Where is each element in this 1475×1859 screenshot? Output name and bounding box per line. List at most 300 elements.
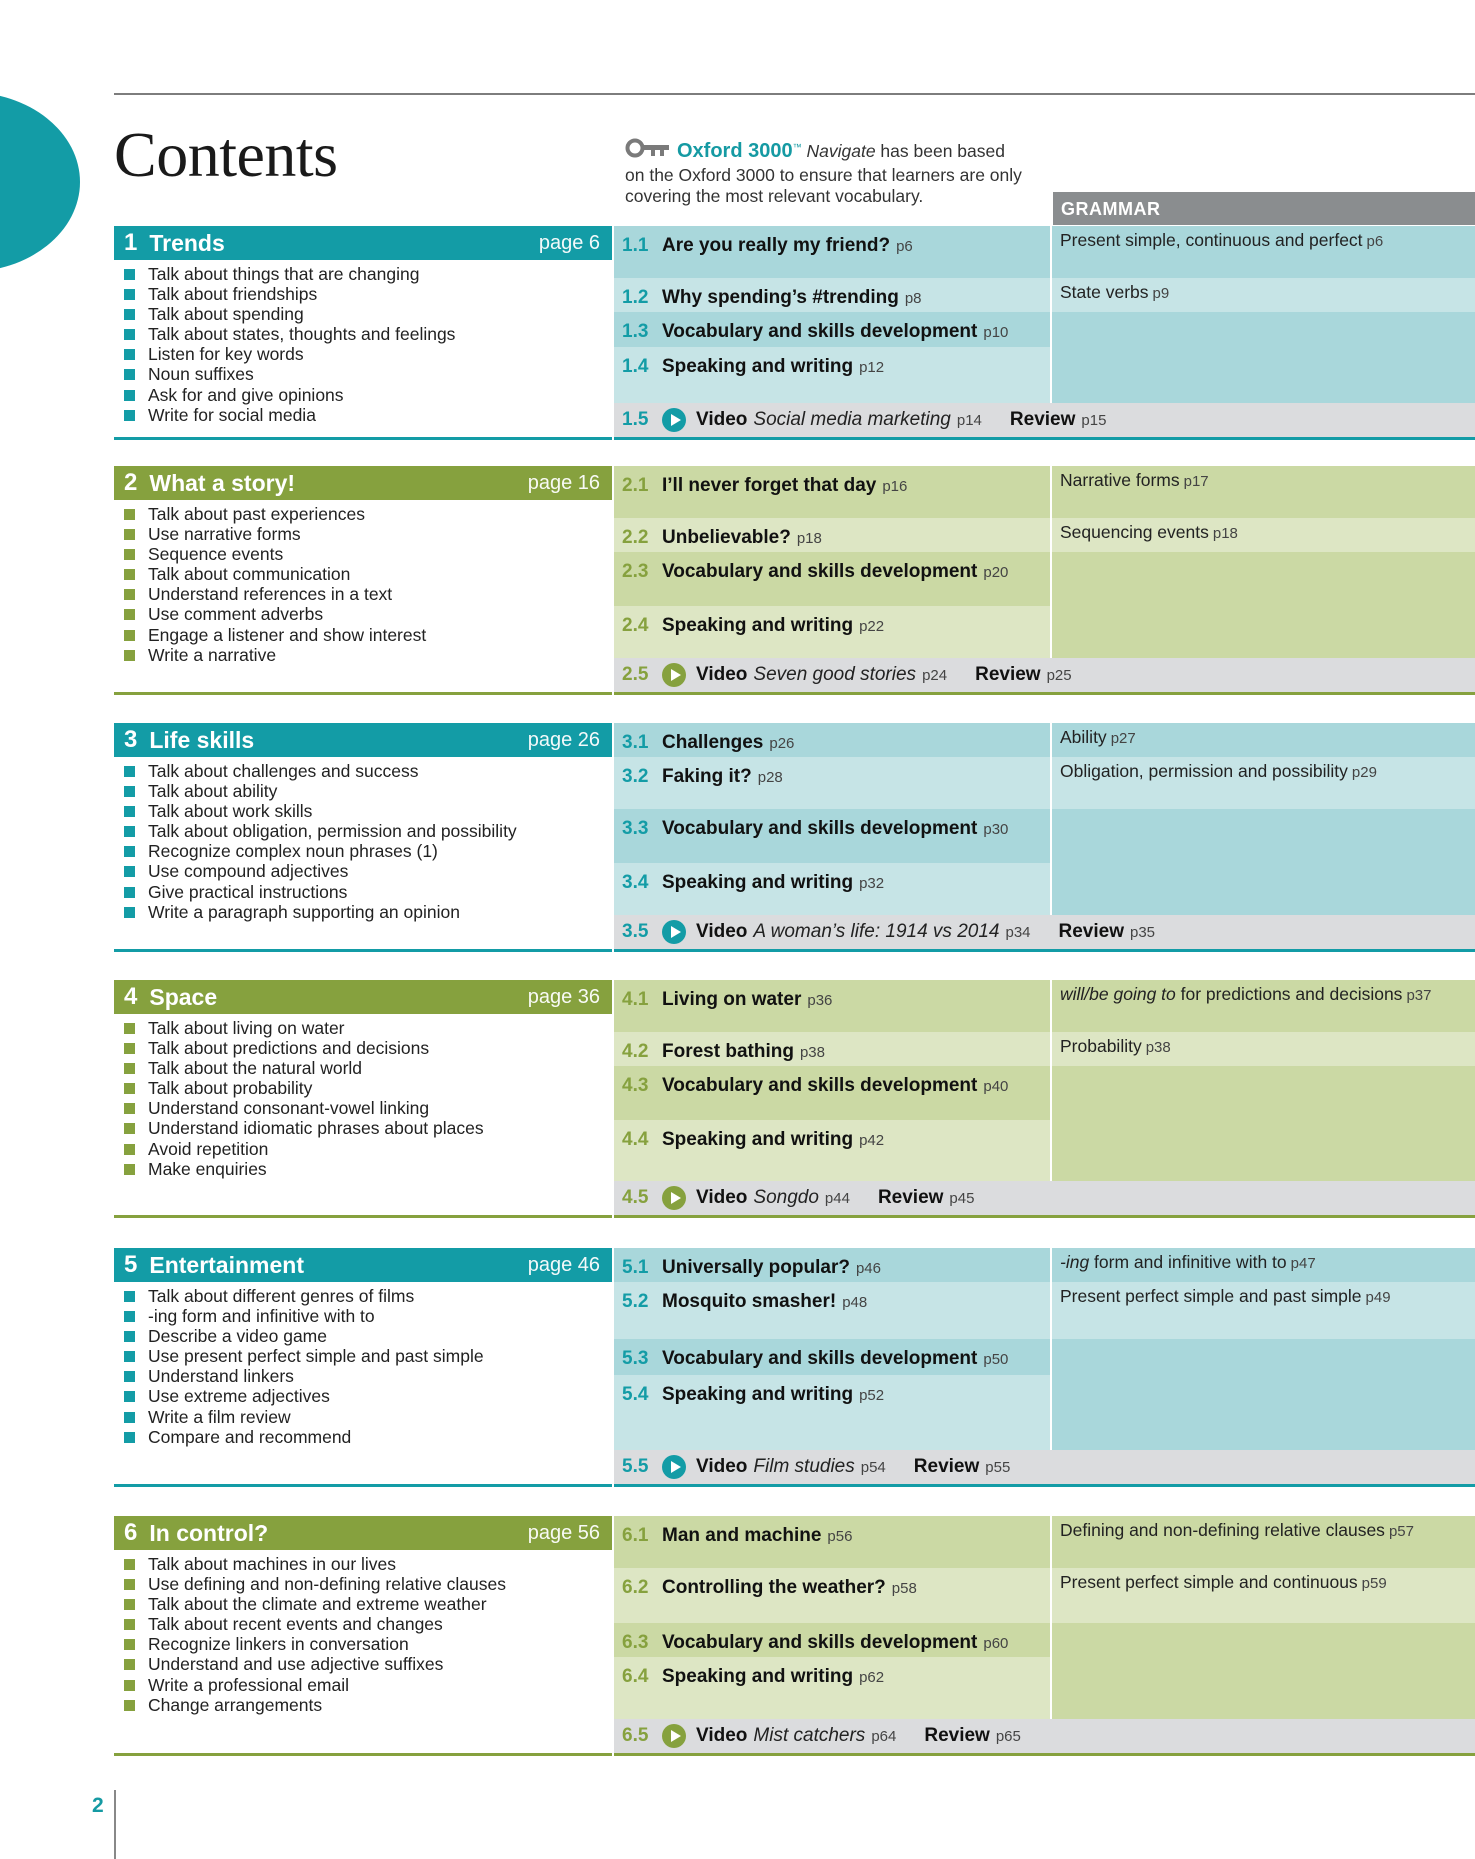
- lesson-page: p8: [904, 290, 922, 307]
- grammar-empty-cell: [1052, 1623, 1475, 1719]
- aim-text: Talk about work skills: [148, 801, 313, 822]
- aim-item: [124, 1058, 612, 1078]
- grammar-text: Present perfect simple and continuous: [1060, 1572, 1358, 1592]
- lesson-row[interactable]: [614, 980, 1050, 1032]
- aim-text: Use compound adjectives: [148, 861, 349, 882]
- lesson-title: Are you really my friend?: [662, 235, 891, 256]
- aim-item: [124, 801, 612, 821]
- aim-item: [124, 1286, 612, 1306]
- aim-text: Understand idiomatic phrases about places: [148, 1118, 484, 1139]
- lesson-page: p62: [859, 1669, 885, 1686]
- lesson-page: p28: [757, 769, 783, 786]
- lesson-number: 4.2: [622, 1041, 649, 1062]
- bullet-square-icon: [124, 1659, 135, 1670]
- lesson-number: 4.1: [622, 989, 649, 1010]
- bullet-square-icon: [124, 1311, 135, 1322]
- lesson-row[interactable]: [614, 1623, 1050, 1657]
- lesson-title: Vocabulary and skills development: [662, 1348, 978, 1369]
- lesson-title: Vocabulary and skills development: [662, 561, 978, 582]
- aim-item: [124, 645, 612, 665]
- grammar-text: Sequencing events: [1060, 522, 1209, 542]
- bullet-square-icon: [124, 1680, 135, 1691]
- grammar-italic: -ing: [1060, 1252, 1090, 1272]
- lesson-page: p56: [827, 1528, 853, 1545]
- aim-item: [124, 284, 612, 304]
- bullet-square-icon: [124, 887, 135, 898]
- grammar-entry: [1052, 1032, 1475, 1066]
- video-review-row[interactable]: [614, 658, 1475, 695]
- grammar-page: p47: [1290, 1255, 1316, 1272]
- video-page: p54: [860, 1458, 886, 1476]
- aim-item: [124, 1554, 612, 1574]
- unit-number: 5: [124, 1251, 138, 1278]
- lesson-page: p50: [983, 1351, 1009, 1368]
- video-title: Seven good stories: [753, 664, 917, 685]
- aim-item: [124, 304, 612, 324]
- video-lesson-number: 6.5: [622, 1725, 649, 1746]
- lesson-row[interactable]: [614, 552, 1050, 606]
- bullet-square-icon: [124, 569, 135, 580]
- play-icon[interactable]: [662, 1186, 686, 1210]
- aims-list: [124, 1286, 612, 1447]
- aim-text: Understand linkers: [148, 1366, 294, 1387]
- unit-aims-column: [114, 723, 612, 952]
- play-icon[interactable]: [662, 408, 686, 432]
- lesson-row[interactable]: [614, 466, 1050, 518]
- aim-text: Sequence events: [148, 544, 284, 565]
- bullet-square-icon: [124, 1639, 135, 1650]
- unit-block: [114, 723, 1475, 952]
- unit-aims-column: [114, 466, 612, 695]
- aim-item: [124, 1326, 612, 1346]
- aim-text: Talk about states, thoughts and feelings: [148, 324, 456, 345]
- aim-item: [124, 1306, 612, 1326]
- review-label[interactable]: Review: [1058, 921, 1124, 942]
- unit-page: page 6: [538, 231, 600, 254]
- unit-aims-column: [114, 980, 612, 1218]
- aim-text: Talk about past experiences: [148, 504, 365, 524]
- unit-number: 4: [124, 983, 138, 1010]
- key-icon: [625, 138, 671, 165]
- aim-item: [124, 1634, 612, 1654]
- video-review-row[interactable]: [614, 1450, 1475, 1487]
- aims-list: [124, 761, 612, 922]
- aim-item: [124, 1118, 612, 1138]
- review-label[interactable]: Review: [913, 1456, 980, 1477]
- bullet-square-icon: [124, 390, 135, 401]
- grammar-text: Present simple, continuous and perfect: [1060, 230, 1363, 250]
- aim-item: [124, 504, 612, 524]
- aim-item: [124, 604, 612, 624]
- lesson-title: Faking it?: [662, 766, 752, 787]
- aim-text: Talk about different genres of films: [148, 1286, 415, 1306]
- aim-text: Make enquiries: [148, 1158, 267, 1179]
- video-label: Video: [696, 664, 748, 685]
- video-label: Video: [696, 1187, 748, 1208]
- lesson-page: p42: [859, 1132, 885, 1149]
- bullet-square-icon: [124, 846, 135, 857]
- lesson-title: I’ll never forget that day: [662, 475, 877, 496]
- aim-text: Talk about challenges and success: [148, 761, 419, 781]
- aim-item: [124, 524, 612, 544]
- lesson-page: p6: [896, 238, 913, 255]
- video-page: p64: [871, 1727, 897, 1745]
- bullet-square-icon: [124, 650, 135, 661]
- video-title: Songdo: [753, 1187, 819, 1208]
- grammar-column: [1052, 1516, 1475, 1719]
- aim-text: Avoid repetition: [148, 1138, 269, 1159]
- bullet-square-icon: [124, 1579, 135, 1590]
- lesson-row[interactable]: [614, 723, 1050, 757]
- lesson-title: Vocabulary and skills development: [662, 818, 978, 839]
- unit-page: page 26: [527, 728, 600, 751]
- lesson-page: p48: [842, 1294, 868, 1311]
- aim-text: Talk about probability: [148, 1078, 313, 1099]
- aim-item: [124, 781, 612, 801]
- lesson-number: 5.2: [622, 1291, 649, 1312]
- grammar-entry: [1052, 1282, 1475, 1339]
- lesson-page: p16: [882, 478, 908, 495]
- lesson-row[interactable]: [614, 1568, 1050, 1623]
- oxford-line1: has been based: [875, 140, 1005, 161]
- aim-text: Use comment adverbs: [148, 604, 324, 625]
- lesson-page: p46: [855, 1260, 881, 1277]
- video-page: p24: [922, 666, 948, 684]
- lesson-row[interactable]: [614, 312, 1050, 347]
- lesson-title: Speaking and writing: [662, 615, 854, 636]
- lesson-page: p38: [799, 1044, 825, 1061]
- grammar-entry: [1052, 1568, 1475, 1623]
- aim-item: [124, 1346, 612, 1366]
- grammar-page: p37: [1406, 987, 1432, 1004]
- bullet-square-icon: [124, 826, 135, 837]
- aim-text: Write for social media: [148, 404, 316, 425]
- trademark: ™: [792, 142, 802, 152]
- lesson-row[interactable]: [614, 1282, 1050, 1339]
- lessons-column: [614, 1248, 1050, 1450]
- grammar-page: p6: [1366, 233, 1384, 250]
- aim-text: Write a paragraph supporting an opinion: [148, 901, 460, 922]
- lesson-row[interactable]: [614, 1120, 1050, 1180]
- aim-text: Use narrative forms: [148, 524, 301, 545]
- page-title: Contents: [114, 119, 338, 190]
- review-page: p55: [985, 1458, 1011, 1476]
- grammar-page: p29: [1351, 764, 1377, 781]
- play-icon[interactable]: [662, 663, 686, 687]
- lesson-page: p10: [983, 324, 1009, 341]
- grammar-empty-cell: [1052, 809, 1475, 915]
- bullet-square-icon: [124, 609, 135, 620]
- lessons-column: [614, 466, 1050, 658]
- unit-page: page 36: [527, 985, 600, 1008]
- aim-text: Ask for and give opinions: [148, 384, 344, 405]
- grammar-column: [1052, 980, 1475, 1181]
- grammar-page: p59: [1361, 1575, 1387, 1592]
- grammar-empty-cell: [1052, 312, 1475, 403]
- teal-corner-shape: [0, 92, 80, 272]
- video-review-row[interactable]: [614, 915, 1475, 952]
- lesson-number: 2.4: [622, 615, 649, 636]
- aim-text: Give practical instructions: [148, 881, 348, 902]
- bullet-square-icon: [124, 289, 135, 300]
- aim-item: [124, 1574, 612, 1594]
- lesson-row[interactable]: [614, 809, 1050, 863]
- bullet-square-icon: [124, 1412, 135, 1423]
- lesson-row[interactable]: [614, 1516, 1050, 1568]
- aim-item: [124, 1386, 612, 1406]
- unit-aims-column: [114, 1516, 612, 1756]
- lesson-title: Forest bathing: [662, 1041, 794, 1062]
- grammar-entry: [1052, 278, 1475, 312]
- grammar-text: Present perfect simple and past simple: [1060, 1286, 1362, 1306]
- aim-text: Listen for key words: [148, 344, 304, 365]
- aims-list: [124, 264, 612, 425]
- play-icon[interactable]: [662, 920, 686, 944]
- aim-text: Write a professional email: [148, 1674, 350, 1695]
- unit-page: page 16: [527, 471, 600, 494]
- lesson-number: 3.3: [622, 818, 649, 839]
- aim-text: Describe a video game: [148, 1326, 327, 1347]
- aim-item: [124, 1078, 612, 1098]
- grammar-entry: [1052, 226, 1475, 278]
- aims-list: [124, 1554, 612, 1715]
- aim-text: Talk about communication: [148, 564, 351, 585]
- aim-item: [124, 902, 612, 922]
- video-lesson-number: 3.5: [622, 921, 649, 942]
- aim-text: Talk about the natural world: [148, 1058, 363, 1079]
- lesson-number: 5.4: [622, 1384, 649, 1405]
- grammar-entry: [1052, 1248, 1475, 1282]
- aim-text: Talk about obligation, permission and possibility: [148, 821, 517, 842]
- grammar-text: form and infinitive with to: [1089, 1252, 1287, 1272]
- review-label[interactable]: Review: [1009, 409, 1076, 430]
- aim-text: Understand consonant-vowel linking: [148, 1098, 430, 1119]
- lesson-number: 5.1: [622, 1257, 649, 1278]
- review-page: p25: [1046, 666, 1072, 684]
- lesson-number: 1.3: [622, 321, 649, 342]
- unit-aims-column: [114, 1248, 612, 1487]
- aim-item: [124, 1018, 612, 1038]
- grammar-text: Obligation, permission and possibility: [1060, 761, 1348, 781]
- aim-text: Recognize linkers in conversation: [148, 1634, 409, 1655]
- lesson-row[interactable]: [614, 518, 1050, 552]
- unit-header: [114, 226, 612, 260]
- unit-number: 1: [124, 229, 138, 256]
- bullet-square-icon: [124, 907, 135, 918]
- grammar-entry: [1052, 466, 1475, 518]
- lesson-number: 4.4: [622, 1129, 649, 1150]
- lesson-page: p52: [859, 1387, 885, 1404]
- aim-text: Talk about things that are changing: [148, 264, 420, 284]
- aim-item: [124, 564, 612, 584]
- bullet-square-icon: [124, 349, 135, 360]
- unit-aims-column: [114, 226, 612, 440]
- play-icon[interactable]: [662, 1455, 686, 1479]
- lesson-number: 1.1: [622, 235, 649, 256]
- lessons-column: [614, 1516, 1050, 1719]
- unit-block: [114, 1248, 1475, 1487]
- video-page: p34: [1005, 923, 1031, 941]
- grammar-column: [1052, 466, 1475, 658]
- bullet-square-icon: [124, 766, 135, 777]
- aim-item: [124, 584, 612, 604]
- lesson-number: 6.1: [622, 1525, 649, 1546]
- video-lesson-number: 1.5: [622, 409, 649, 430]
- aim-text: Change arrangements: [148, 1694, 323, 1715]
- aim-item: [124, 1139, 612, 1159]
- video-lesson-number: 2.5: [622, 664, 649, 685]
- grammar-entry: [1052, 757, 1475, 809]
- bullet-square-icon: [124, 269, 135, 280]
- video-review-row[interactable]: [614, 1719, 1475, 1756]
- bullet-square-icon: [124, 1123, 135, 1134]
- lesson-title: Man and machine: [662, 1525, 822, 1546]
- grammar-text: Probability: [1060, 1036, 1142, 1056]
- video-title: Social media marketing: [753, 409, 951, 430]
- review-label[interactable]: Review: [924, 1725, 990, 1746]
- aim-text: Noun suffixes: [148, 364, 254, 385]
- aim-text: Use defining and non-defining relative clauses: [148, 1574, 507, 1595]
- aim-text: Talk about predictions and decisions: [148, 1038, 430, 1059]
- review-label[interactable]: Review: [975, 664, 1041, 685]
- aim-item: [124, 841, 612, 861]
- unit-page: page 56: [527, 1521, 600, 1544]
- lesson-title: Vocabulary and skills development: [662, 1075, 978, 1096]
- grammar-empty-cell: [1052, 552, 1475, 658]
- oxford-brand: Oxford 3000: [677, 139, 793, 162]
- aim-item: [124, 1366, 612, 1386]
- grammar-header: GRAMMAR: [1053, 192, 1475, 225]
- bullet-square-icon: [124, 529, 135, 540]
- lesson-title: Controlling the weather?: [662, 1577, 886, 1598]
- bullet-square-icon: [124, 410, 135, 421]
- grammar-page: p27: [1110, 730, 1136, 747]
- oxford-line2: on the Oxford 3000 to ensure that learners are only: [625, 164, 1022, 185]
- video-label: Video: [696, 1456, 748, 1477]
- bullet-square-icon: [124, 1023, 135, 1034]
- aim-text: Talk about machines in our lives: [148, 1554, 397, 1574]
- lesson-number: 2.2: [622, 527, 649, 548]
- unit-header: [114, 466, 612, 500]
- unit-header: [114, 723, 612, 757]
- aim-item: [124, 1654, 612, 1674]
- lesson-row[interactable]: [614, 757, 1050, 809]
- bullet-square-icon: [124, 1331, 135, 1342]
- unit-page: page 46: [527, 1253, 600, 1276]
- aim-item: [124, 1614, 612, 1634]
- aim-text: Write a narrative: [148, 644, 277, 665]
- bullet-square-icon: [124, 1391, 135, 1402]
- video-page: p44: [824, 1189, 850, 1207]
- aim-text: Use extreme adjectives: [148, 1386, 330, 1407]
- lesson-row[interactable]: [614, 1032, 1050, 1066]
- grammar-page: p49: [1365, 1289, 1391, 1306]
- bullet-square-icon: [124, 1043, 135, 1054]
- aim-item: [124, 821, 612, 841]
- aim-item: [124, 1594, 612, 1614]
- aim-text: Talk about spending: [148, 304, 304, 325]
- lesson-number: 1.2: [622, 287, 649, 308]
- page-number: 2: [92, 1794, 104, 1817]
- lesson-page: p58: [891, 1580, 917, 1597]
- lesson-page: p60: [983, 1635, 1009, 1652]
- lesson-title: Mosquito smasher!: [662, 1291, 837, 1312]
- video-title: A woman’s life: 1914 vs 2014: [753, 921, 1000, 942]
- aim-text: -ing form and infinitive with to: [148, 1306, 375, 1327]
- aim-item: [124, 861, 612, 881]
- review-page: p45: [949, 1189, 975, 1207]
- bullet-square-icon: [124, 509, 135, 520]
- aim-item: [124, 1407, 612, 1427]
- lesson-row[interactable]: [614, 1248, 1050, 1282]
- lesson-number: 2.1: [622, 475, 649, 496]
- lesson-number: 6.3: [622, 1632, 649, 1653]
- aim-item: [124, 385, 612, 405]
- video-review-row[interactable]: [614, 403, 1475, 440]
- lesson-page: p18: [796, 530, 822, 547]
- grammar-empty-cell: [1052, 1339, 1475, 1450]
- unit-block: [114, 466, 1475, 695]
- grammar-text: State verbs: [1060, 282, 1149, 302]
- bullet-square-icon: [124, 1371, 135, 1382]
- lesson-row[interactable]: [614, 1339, 1050, 1375]
- lesson-number: 6.4: [622, 1666, 649, 1687]
- aim-item: [124, 405, 612, 425]
- review-page: p15: [1081, 411, 1107, 429]
- lesson-number: 4.3: [622, 1075, 649, 1096]
- aims-list: [124, 504, 612, 665]
- bullet-square-icon: [124, 1432, 135, 1443]
- video-lesson-number: 4.5: [622, 1187, 649, 1208]
- lesson-row[interactable]: [614, 1657, 1050, 1709]
- lesson-row[interactable]: [614, 1066, 1050, 1120]
- lesson-row[interactable]: [614, 606, 1050, 657]
- lesson-page: p30: [983, 821, 1009, 838]
- grammar-italic: will/be going to: [1060, 984, 1176, 1004]
- grammar-entry: [1052, 1516, 1475, 1568]
- lesson-number: 3.4: [622, 872, 649, 893]
- aim-text: Use present perfect simple and past simple: [148, 1346, 484, 1367]
- lesson-row[interactable]: [614, 347, 1050, 401]
- video-review-row[interactable]: [614, 1181, 1475, 1218]
- grammar-text: Defining and non-defining relative clauses: [1060, 1520, 1385, 1540]
- aim-item: [124, 882, 612, 902]
- bullet-square-icon: [124, 806, 135, 817]
- lesson-number: 3.2: [622, 766, 649, 787]
- lesson-row[interactable]: [614, 226, 1050, 278]
- lesson-title: Speaking and writing: [662, 1666, 854, 1687]
- oxford-line3: covering the most relevant vocabulary.: [625, 185, 924, 206]
- aim-item: [124, 1675, 612, 1695]
- lesson-row[interactable]: [614, 278, 1050, 312]
- unit-title: Space: [149, 983, 218, 1010]
- aim-text: Understand and use adjective suffixes: [148, 1654, 444, 1675]
- unit-header: [114, 980, 612, 1014]
- lesson-title: Living on water: [662, 989, 802, 1010]
- lesson-title: Why spending’s #trending: [662, 287, 899, 308]
- grammar-text: Ability: [1060, 727, 1107, 747]
- lesson-title: Unbelievable?: [662, 527, 791, 548]
- aim-item: [124, 344, 612, 364]
- unit-title: Trends: [149, 229, 225, 256]
- bullet-square-icon: [124, 1559, 135, 1570]
- play-icon[interactable]: [662, 1724, 686, 1748]
- bullet-square-icon: [124, 1164, 135, 1175]
- lesson-title: Speaking and writing: [662, 872, 854, 893]
- aim-item: [124, 364, 612, 384]
- lesson-row[interactable]: [614, 863, 1050, 914]
- review-label[interactable]: Review: [877, 1187, 944, 1208]
